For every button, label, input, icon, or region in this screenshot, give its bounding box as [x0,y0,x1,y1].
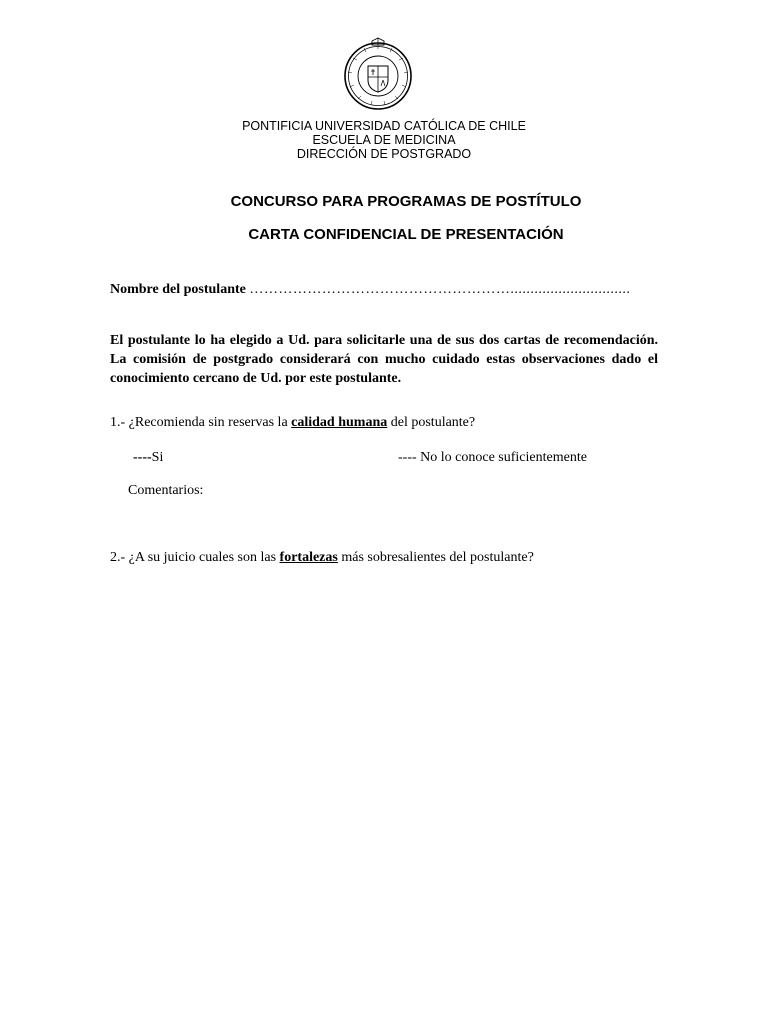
option-yes-label: Si [151,450,164,465]
header-school: ESCUELA DE MEDICINA [312,133,456,147]
intro-paragraph: El postulante lo ha elegido a Ud. para solicitarle una de sus dos cartas de recomendación. La comisión de postgrado considerará con mucho cuidado estas observaciones dado el conocimiento cercano de Ud. por este postulante. [110,333,658,386]
question-1-prefix: 1.- ¿Recomienda sin reservas la [110,415,292,430]
applicant-name-field [110,282,630,298]
document-title: CONCURSO PARA PROGRAMAS DE POSTÍTULO [230,193,582,210]
option-yes [133,450,163,466]
question-1-suffix: del postulante? [387,415,476,430]
question-2-prefix: 2.- ¿A su juicio cuales son las [110,550,280,565]
applicant-name-label: Nombre del postulante [110,282,246,297]
header-department: DIRECCIÓN DE POSTGRADO [296,147,472,161]
question-2-emphasis: fortalezas [279,550,338,565]
question-1 [110,415,475,431]
option-yes-dashes: ---- [133,450,152,465]
document-subtitle: CARTA CONFIDENCIAL DE PRESENTACIÓN [248,226,564,243]
university-seal-logo [340,36,416,112]
question-1-emphasis: calidad humana [291,415,388,430]
applicant-name-blank: ……………………………………………….............................. [249,282,631,297]
comments-label: Comentarios: [128,483,204,498]
question-2 [110,550,534,566]
question-2-suffix: más sobresalientes del postulante? [337,550,534,565]
header-university: PONTIFICIA UNIVERSIDAD CATÓLICA DE CHILE [242,119,526,133]
option-unknown: ---- No lo conoce suficientemente [398,450,587,465]
